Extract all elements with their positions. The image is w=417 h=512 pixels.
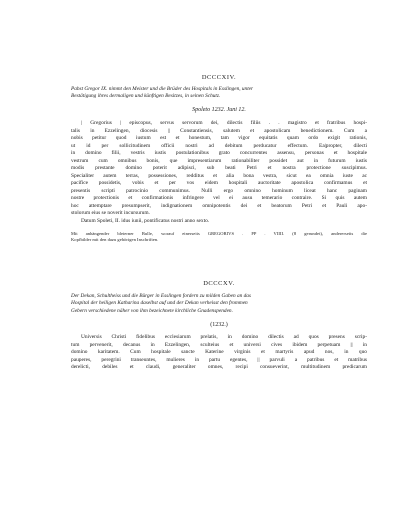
body-line: pauperes, peregrini transeuntes, mulieres in partu egentes, || parvuli a patribus et matribus	[71, 356, 367, 363]
body-line: derelicti, debiles et claudi, generaliter omnes, recipi consueverint, multitudinem predicarum	[71, 364, 367, 370]
body-line: hoc attemptare presumpserit, indignationem omnipotentis dei et beatorum Petri et Pauli apo-	[71, 202, 367, 209]
summary-line: Der Dekan, Schultheiss und die Bürger in Esslingen fordern zu milden Gaben an das	[71, 293, 251, 299]
body-line: modis prestante domino poterit adipisci, sub beati Petri et nostra protectione suscipimus.	[71, 165, 367, 171]
body-line: Universis Christi fidelibus ecclesiarum prelatis, in domino dilectis ad quos presens scrip-	[81, 334, 367, 340]
summary-line: Bestätigung ihres dermaligen und künftigen Besitzes, in seinen Schutz.	[71, 93, 221, 100]
datum-line: Datum Spoleti, II. idus iunii, pontificatus nostri anno sexto.	[81, 217, 210, 224]
year-line: (1232.)	[210, 322, 228, 328]
body-line: domino karitatem. Cum hospitale sancte Katerine virginis et martyris apud nos, in quo	[71, 349, 367, 355]
body-line: ut id per sollicitudinem officii nostri ad debitum perducatur effectum. Ea|propter, dilecti	[71, 142, 367, 149]
body-line: presentis scripti patrocinio communimus. Nulli ergo omnino hominum liceat hanc paginam	[71, 187, 367, 194]
dateline: Spoleto 1232. Juni 12.	[192, 107, 246, 113]
note-line: Kopfbilder mit den dazu gehörigen Inschriften.	[71, 237, 159, 243]
body-line: in domino filii, vestris iustis postulationibus grato concurrentes assensu, personas et hospitale	[71, 150, 367, 156]
body-line: talis in Ezzelingen, diocesis || Constantiensis, salutem et apostolicam benedictionem. Cum a	[71, 127, 367, 134]
summary-line: Pabst Gregor IX. nimmt den Meister und die Brüder des Hospitals in Esslingen, unter	[71, 86, 254, 92]
charter-814-dateline	[71, 106, 367, 114]
summary-line: Hospital der heiligen Katharina daselbst auf und der Dekan verheisst den frommen	[71, 300, 248, 307]
charter-number: DCCCXIV.	[201, 74, 237, 81]
body-line: | Gregorius | episcopus, servus servorum dei, dilectis filiis . . magistro et fratribus hospi-	[81, 120, 367, 126]
body-line: pacifice possidetis, vobis et per vos eidem hospitali auctoritate apostolica confirmamus et	[71, 180, 367, 186]
body-line: stolorum eius se noverit incursurum.	[71, 210, 150, 216]
body-line: nostre protectionis et confirmationis infringere vel ei ausu temerario contraire. Si quis autem	[71, 195, 367, 201]
body-line: tum pervenerit, decanus in Ezzelingen, sculteius et universi cives ibidem perpetuam || in	[71, 341, 367, 348]
charter-814	[71, 74, 367, 82]
charter-number: DCCCXV.	[203, 280, 235, 287]
body-line: nobis petitur quod iustum est et honestum, tam vigor equitatis quam ordo exigit rationis,	[71, 135, 367, 141]
charter-815	[71, 280, 367, 288]
charter-814-note	[71, 231, 367, 244]
note-line: Mit anhängender bleierner Bulle, worauf einerseits GREGORIVS . PP . VIIII. (8 gerundet), andererseits die	[71, 231, 367, 236]
body-line: vestrum cum omnibus bonis, que impresentiarum rationabiliter possidet aut in futurum iustis	[71, 157, 367, 164]
body-line: Specialiter autem terras, possessiones, redditus et alia bona vestra, sicut ea omnia iuste ac	[71, 172, 367, 179]
charter-814-body	[71, 120, 367, 225]
charter-815-body	[71, 334, 367, 372]
charter-815-summary	[71, 293, 367, 315]
summary-line: Gebern verschiedene näher von ihm bezeichnete kirchliche Gnadenspenden.	[71, 307, 233, 314]
charter-815-year	[71, 321, 367, 329]
charter-814-summary	[71, 86, 367, 101]
